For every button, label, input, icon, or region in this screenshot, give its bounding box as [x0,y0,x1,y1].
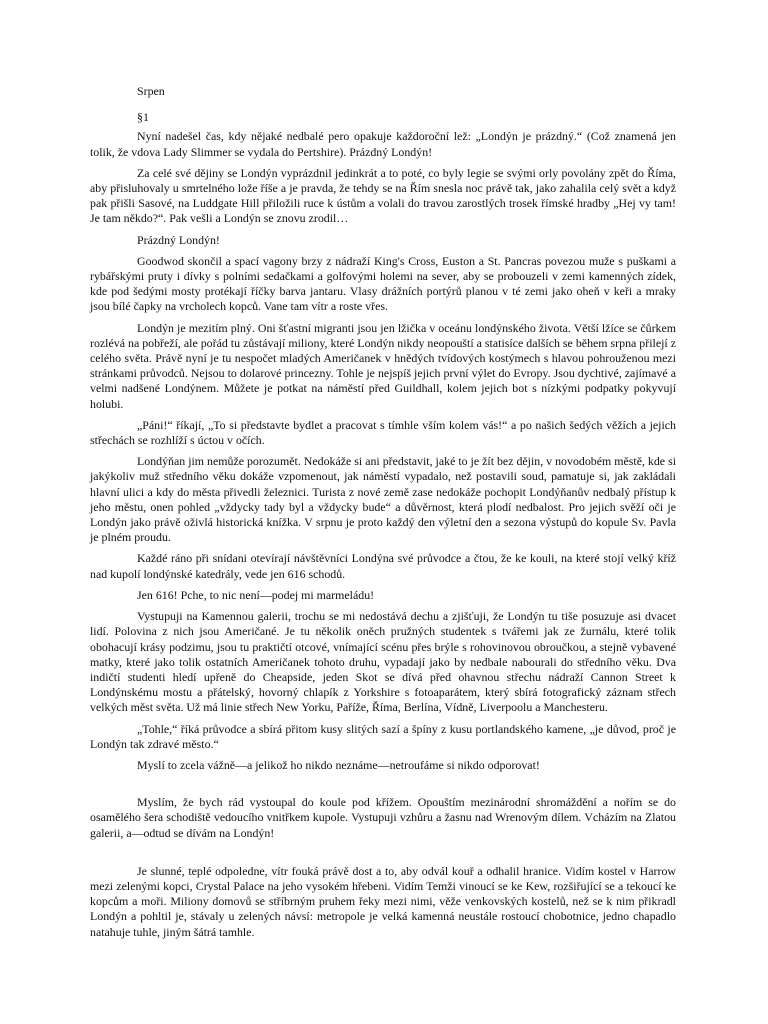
paragraph-5: Londýn je mezitím plný. Oni šťastní migranti jsou jen lžička v oceánu londýnského života. Větší lžíce se čůrkem rozlévá na pobřeží, ale pořád tu zůstávají miliony, které Londýn nikdy neopouští a statisíce dalších se během srpna přilejí z celého světa. Právě nyní je tu nespočet mladých Američanek v hnědých tvídových kostýmech s hlavou pohrouženou mezi stránkami průvodců. Nejsou to dolarové princezny. Tohle je nejspíš jejich první výlet do Evropy. Jsou dychtivé, zajímavé a velmi nadšené Londýnem. Můžete je potkat na náměstí před Guildhall, kolem jejich bot s nízkými podpatky pokyvují holubi. [90,320,676,411]
paragraph-10: Vystupuji na Kamennou galerii, trochu se mi nedostává dechu a zjišťuji, že Londýn tu tiše posuzuje asi dvacet lidí. Polovina z nich jsou Američané. Je tu několik oněch pružných studentek s tvářemi jak ze žurnálu, které tolik obohacují krásy podzimu, jsou tu praktičtí otcové, vnímající scénu přes brýle s rohovinovou obroučkou, a stejně vybavené matky, které jako tolik ostatních Američanek tohoto druhu, vypadají jako by nedbale nabourali do středního věku. Dva indičtí studenti hledí upřeně do Cheapside, jeden Skot se dívá před ohavnou střechu nádraží Cannon Street k Londýnskému mostu a přátelský, hovorný chlapík z Yorkshire s fotoaparátem, který sbírá fotografický záznam střech velkých měst světa. Už má linie střech New Yorku, Paříže, Říma, Berlína, Vídně, Liverpoolu a Manchesteru. [90,609,676,715]
document-page [90,84,676,946]
paragraph-2: Za celé své dějiny se Londýn vyprázdnil jedinkrát a to poté, co byly legie se svými orly povolány zpět do Říma, aby přisluhovaly u smrtelného lože říše a je pravda, že tehdy se na Řím snesla noc právě tak, jako zahalila celý svět a když pak přišli Sasové, na Luddgate Hill přiložili ruce k ústům a volali do travou zarostlých trosek římské hradby „Hej vy tam! Je tam někdo?“. Pak vešli a Londýn se znovu zrodil… [90,165,676,226]
paragraph-13: Myslím, že bych rád vystoupal do koule pod křížem. Opouštím mezinárodní shromáždění a nořím se do osamělého šera schodiště vedoucího vnitřkem kupole. Vystupuji vzhůru a žasnu nad Wrenovým dílem. Vcházím na Zlatou galerii, a—odtud se dívám na Londýn! [90,795,676,840]
paragraph-6: „Páni!“ říkají, „To si představte bydlet a pracovat s tímhle vším kolem vás!“ a po našich šedých věžích a jejich střechách se rozhlíží s úctou v očích. [90,417,676,448]
paragraph-12: Myslí to zcela vážně—a jelikož ho nikdo neznáme—netroufáme si nikdo odporovat! [137,757,540,772]
paragraph-7: Londýňan jim nemůže porozumět. Nedokáže si ani představit, jaké to je žít bez dějin, v novodobém městě, kde si jakýkoliv muž středního věku dokáže vzpomenout, jak náměstí vypadalo, než postavili soud, pamatuje si, jak zakládali hlavní ulici a kdy do města přivedli železnici. Turista z nové země zase nedokáže pochopit Londýňanův nedbalý přístup k jeho městu, onen pohled „vždycky tady byl a vždycky bude“ a důvěrnost, která plodí nedbalost. Pro jejich svěží oči je Londýn jako právě oživlá historická knížka. V srpnu je proto každý den výletní den a sezona výstupů do kopule Sv. Pavla je plném proudu. [90,454,676,545]
month-heading: Srpen [137,84,165,98]
paragraph-1: Nyní nadešel čas, kdy nějaké nedbalé pero opakuje každoroční lež: „Londýn je prázdný.“ (Což znamená jen tolik, že vdova Lady Slimmer se vydala do Pertshire). Prázdný Londýn! [90,129,676,159]
paragraph-11: „Tohle,“ říká průvodce a sbírá přitom kusy slitých sazí a špíny z kusu portlandského kamene, „je důvod, proč je Londýn tak zdravé město.“ [90,721,676,751]
paragraph-8: Každé ráno při snídani otevírají návštěvníci Londýna své průvodce a čtou, že ke kouli, na které stojí velký kříž nad kupolí londýnské katedrály, vede jen 616 schodů. [90,551,676,581]
paragraph-9: Jen 616! Pche, to nic není—podej mi marmeládu! [137,587,375,602]
section-mark: §1 [137,110,149,125]
paragraph-14: Je slunné, teplé odpoledne, vítr fouká právě dost a to, aby odvál kouř a odhalil hranice. Vidím kostel v Harrow mezi zelenými kopci, Crystal Palace na jeho vysokém hřebeni. Vidím Temži vinoucí se ke Kew, rozšiřující se a tekoucí ke kopcům a moři. Miliony domovů se stříbrným pruhem řeky mezi nimi, věže venkovských kostelů, než se k nim přikradl Londýn a pohltil je, stávaly u zelených návsí: metropole je velká kamenná neustále rostoucí chobotnice, jedno chapadlo natahuje tuhle, jiným šátrá tamhle. [90,863,676,939]
paragraph-3: Prázdný Londýn! [137,232,220,247]
paragraph-4: Goodwod skončil a spací vagony brzy z nádraží King's Cross, Euston a St. Pancras povezou muže s puškami a rybářskými pruty i dívky s polními sedačkami a golfovými holemi na sever, aby se probouzeli v zemi kamenných zídek, kde pod šedými mosty protékají říčky barva jantaru. Vlasy drážních portýrů planou v té zemi jako oheň v keři a mraky jsou bílé čapky na vrcholech kopců. Vane tam vítr a roste vřes. [90,253,676,314]
